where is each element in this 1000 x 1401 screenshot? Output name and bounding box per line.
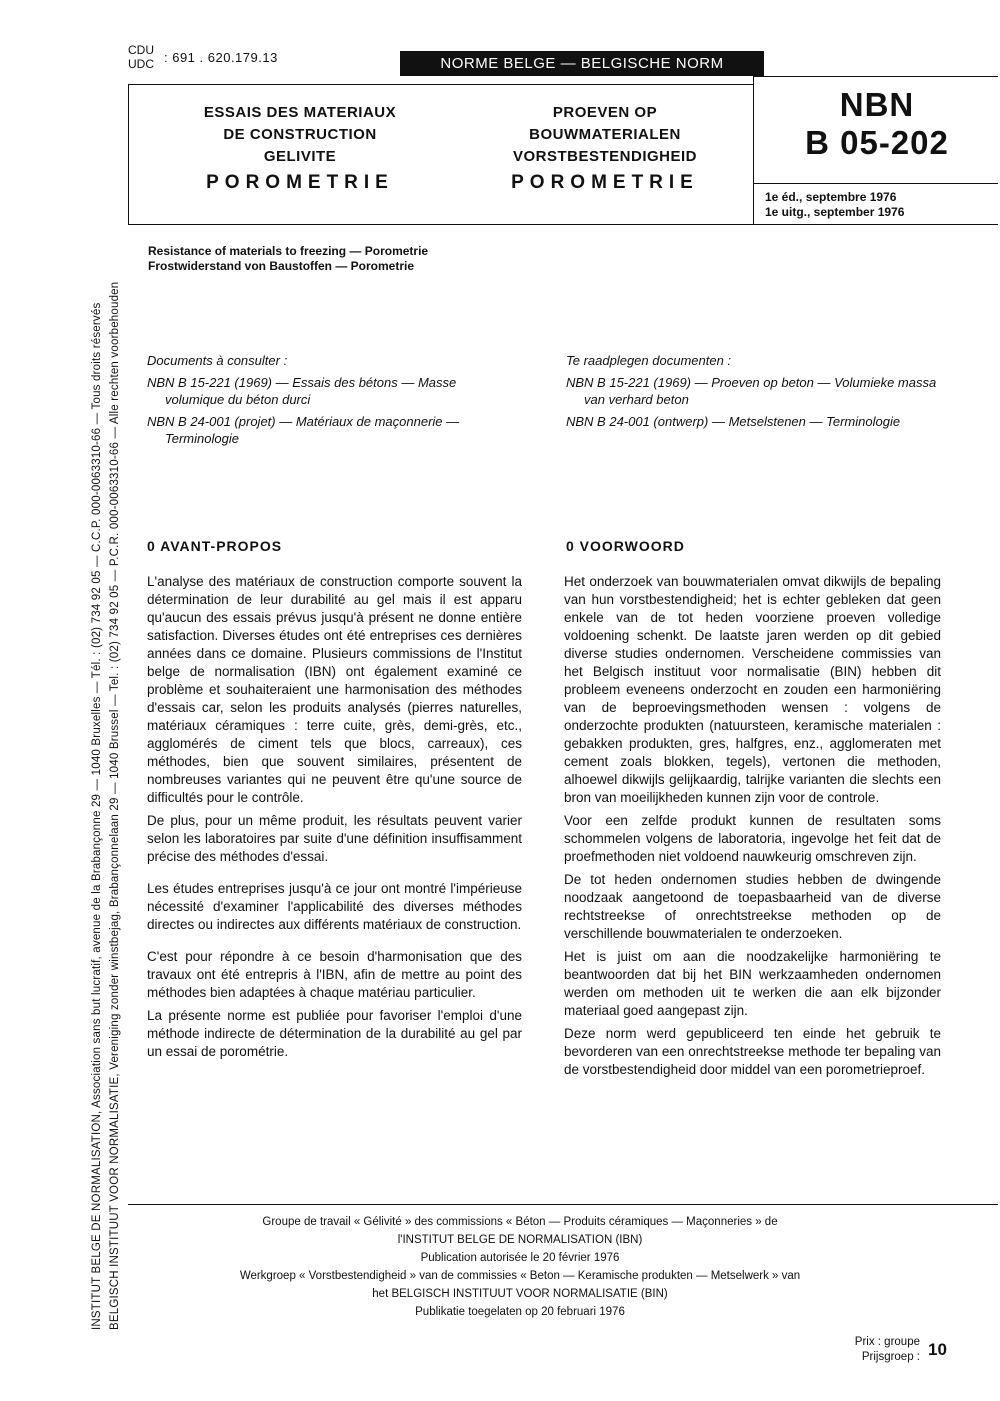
footer-line: Werkgroep « Vorstbestendigheid » van de commissies « Beton — Keramische produkten — Metselwerk » van (239, 1270, 801, 1282)
price-label-nl: Prijsgroep : (861, 1351, 920, 1363)
section-heading-nl: 0 VOORWOORD (566, 538, 685, 554)
norm-banner: NORME BELGE — BELGISCHE NORM (400, 51, 764, 76)
paragraph-nl: Voor een zelfde produkt kunnen de resultaten soms schommelen volgens de laboratoria, ingevolge het feit dat de proefmethoden niet voldoend nauwkeurig omschreven zijn. (564, 813, 941, 864)
price-label-fr: Prix : groupe (854, 1336, 920, 1348)
title-nl-line2: BOUWMATERIALEN (529, 126, 681, 143)
title-de: Frostwiderstand von Baustoffen — Porometrie (148, 259, 415, 273)
body-fr (147, 573, 522, 1066)
paragraph-fr: C'est pour répondre à ce besoin d'harmonisation que des travaux ont été entrepris à l'IBN, afin de mettre au point des méthodes bien adaptées à chaque matériau particulier. (147, 949, 522, 1000)
documents-fr (147, 352, 495, 452)
header-top-rule (128, 84, 753, 85)
nbn-top-rule (753, 76, 998, 77)
price-group: 10 (928, 1340, 947, 1359)
title-nl-line1: PROEVEN OP (552, 104, 658, 121)
documents-fr-heading: Documents à consulter : (147, 353, 288, 368)
cdu-value: : 691 . 620.179.13 (164, 50, 278, 65)
document-nl-item: NBN B 24-001 (ontwerp) — Metselstenen — Terminologie (566, 414, 901, 429)
paragraph-nl: De tot heden ondernomen studies hebben de dwingende noodzaak aangetoond de toepasbaarheid van de diverse rechtstreekse of onrechtstreekse methoden op de verschillende bouwmaterialen te onderzoeken. (564, 872, 941, 941)
foreign-titles (148, 244, 428, 274)
title-fr-line3: GELIVITE (263, 148, 337, 165)
edition-rule (753, 183, 998, 184)
documents-nl (566, 352, 944, 435)
legal-sidebar (88, 40, 128, 1330)
footer-line: het BELGISCH INSTITUUT VOOR NORMALISATIE (BIN) (372, 1288, 668, 1300)
udc-label: UDC (128, 57, 154, 71)
title-nl-subject: POROMETRIE (511, 172, 699, 193)
paragraph-fr: De plus, pour un même produit, les résultats peuvent varier selon les laboratoires par suite d'une définition insuffisamment précise des méthodes d'essai. (147, 813, 522, 864)
edition-info (765, 190, 904, 220)
section-heading-fr: 0 AVANT-PROPOS (147, 538, 283, 554)
edition-nl: 1e uitg., september 1976 (765, 205, 905, 219)
sidebar-line-fr: INSTITUT BELGE DE NORMALISATION, Association sans but lucratif, avenue de la Brabançonne 29 — 1040 Bruxelles — Tél. : (02) 734 92 05 — C.C.P. 000-0063310-66 — Tous droits réservés (91, 302, 103, 1330)
title-fr-line1: ESSAIS DES MATERIAUX (203, 104, 397, 121)
cdu-label: CDU (128, 43, 154, 57)
nbn-number (757, 87, 997, 163)
header-left-rule (128, 84, 129, 224)
title-fr-subject: POROMETRIE (206, 172, 394, 193)
title-nl (475, 102, 735, 194)
sidebar-line-nl: BELGISCH INSTITUUT VOOR NORMALISATIE, Vereniging zonder winstbejag, Brabançonnelaan 29 — 1040 Brussel — Tel. : (02) 734 92 05 — P.C.R. 000-0063310-66 — Alle rechten voorbehouden (109, 281, 121, 1330)
paragraph-fr: L'analyse des matériaux de construction comporte souvent la détermination de leur durabilité au gel mais il est apparu qu'aucun des essais prévus jusqu'à présent ne donne entière satisfaction. Diverses études ont été entreprises ces dernières années dans ce domaine. Plusieurs commissions de l'Institut belge de normalisation (IBN) ont également examiné ce problème et souhaiteraient une harmonisation des méthodes d'essais car, selon les produits analysés (pierres naturelles, matériaux céramiques : terre cuite, grès, demi-grès, etc., agglomérés de ciment tels que blocs, carreaux), ces méthodes, bien que souvent similaires, présentent de nombreuses variantes qui ne peuvent être qu'une source de difficultés pour le contrôle. (147, 574, 522, 805)
nbn-line2: B 05-202 (805, 124, 949, 161)
cdu-labels (128, 43, 154, 71)
document-nl-item: NBN B 15-221 (1969) — Proeven op beton — Volumieke massa van verhard beton (566, 375, 937, 407)
paragraph-fr: Les études entreprises jusqu'à ce jour ont montré l'impérieuse nécessité d'examiner l'applicabilité des diverses méthodes directes ou indirectes aux différents matériaux de construction. (147, 881, 522, 932)
footer-top-rule (128, 1204, 998, 1205)
title-fr (160, 102, 440, 194)
paragraph-fr: La présente norme est publiée pour favoriser l'emploi d'une méthode indirecte de détermination de la durabilité au gel par un essai de porométrie. (147, 1008, 522, 1059)
paragraph-nl: Deze norm werd gepubliceerd ten einde het gebruik te bevorderen van een onrechtstreekse methode ter bepaling van de vorstbestendigheid door middel van een porometrieproef. (564, 1026, 941, 1077)
nbn-line1: NBN (839, 86, 915, 123)
document-fr-item: NBN B 15-221 (1969) — Essais des bétons — Masse volumique du béton durci (147, 375, 457, 407)
footer-line: Publication autorisée le 20 février 1976 (420, 1252, 620, 1264)
edition-fr: 1e éd., septembre 1976 (765, 190, 897, 204)
title-en: Resistance of materials to freezing — Porometrie (148, 244, 429, 258)
document-fr-item: NBN B 24-001 (projet) — Matériaux de maçonnerie — Terminologie (147, 414, 460, 446)
nbn-left-rule (753, 76, 754, 224)
header-bottom-rule (128, 224, 998, 225)
body-nl (564, 573, 941, 1084)
paragraph-nl: Het onderzoek van bouwmaterialen omvat dikwijls de bepaling van hun vorstbestendigheid; het is echter gebleken dat geen enkele van de tot heden voorziene proeven volledige voldoening schenkt. De laatste jaren werden op dit gebied diverse studies ondernomen. Verscheidene commissies van het Belgisch instituut voor normalisatie (BIN) hebben dit probleem eveneens onderzocht en zouden een harmoniëring van de beproevingsmethoden wensen : volgens de onderzochte produkten (natuursteen, keramische materialen : gebakken produkten, gres, halfgres, enz., agglomeraten met cement zoals blokken, tegels), vertonen die methoden, alhoewel dikwijls gelijkaardig, talrijke varianten die slechts een bron van moeilijkheden kunnen zijn voor de controle. (564, 574, 941, 805)
title-nl-line3: VORSTBESTENDIGHEID (512, 148, 698, 165)
documents-nl-heading: Te raadplegen documenten : (566, 353, 732, 368)
footer-line: l'INSTITUT BELGE DE NORMALISATION (IBN) (397, 1234, 643, 1246)
title-fr-line2: DE CONSTRUCTION (223, 126, 377, 143)
footer-line: Groupe de travail « Gélivité » des commissions « Béton — Produits céramiques — Maçonneries » de (262, 1216, 778, 1228)
paragraph-nl: Het is juist om aan die noodzakelijke harmoniëring te beantwoorden dat bij het BIN werkzaamheden ondernomen werden om methoden uit te werken die aan elk bijzonder materiaal goed aangepast zijn. (564, 949, 941, 1018)
footer-approval (180, 1213, 860, 1321)
price-labels (830, 1335, 920, 1365)
footer-line: Publikatie toegelaten op 20 februari 1976 (415, 1306, 625, 1318)
